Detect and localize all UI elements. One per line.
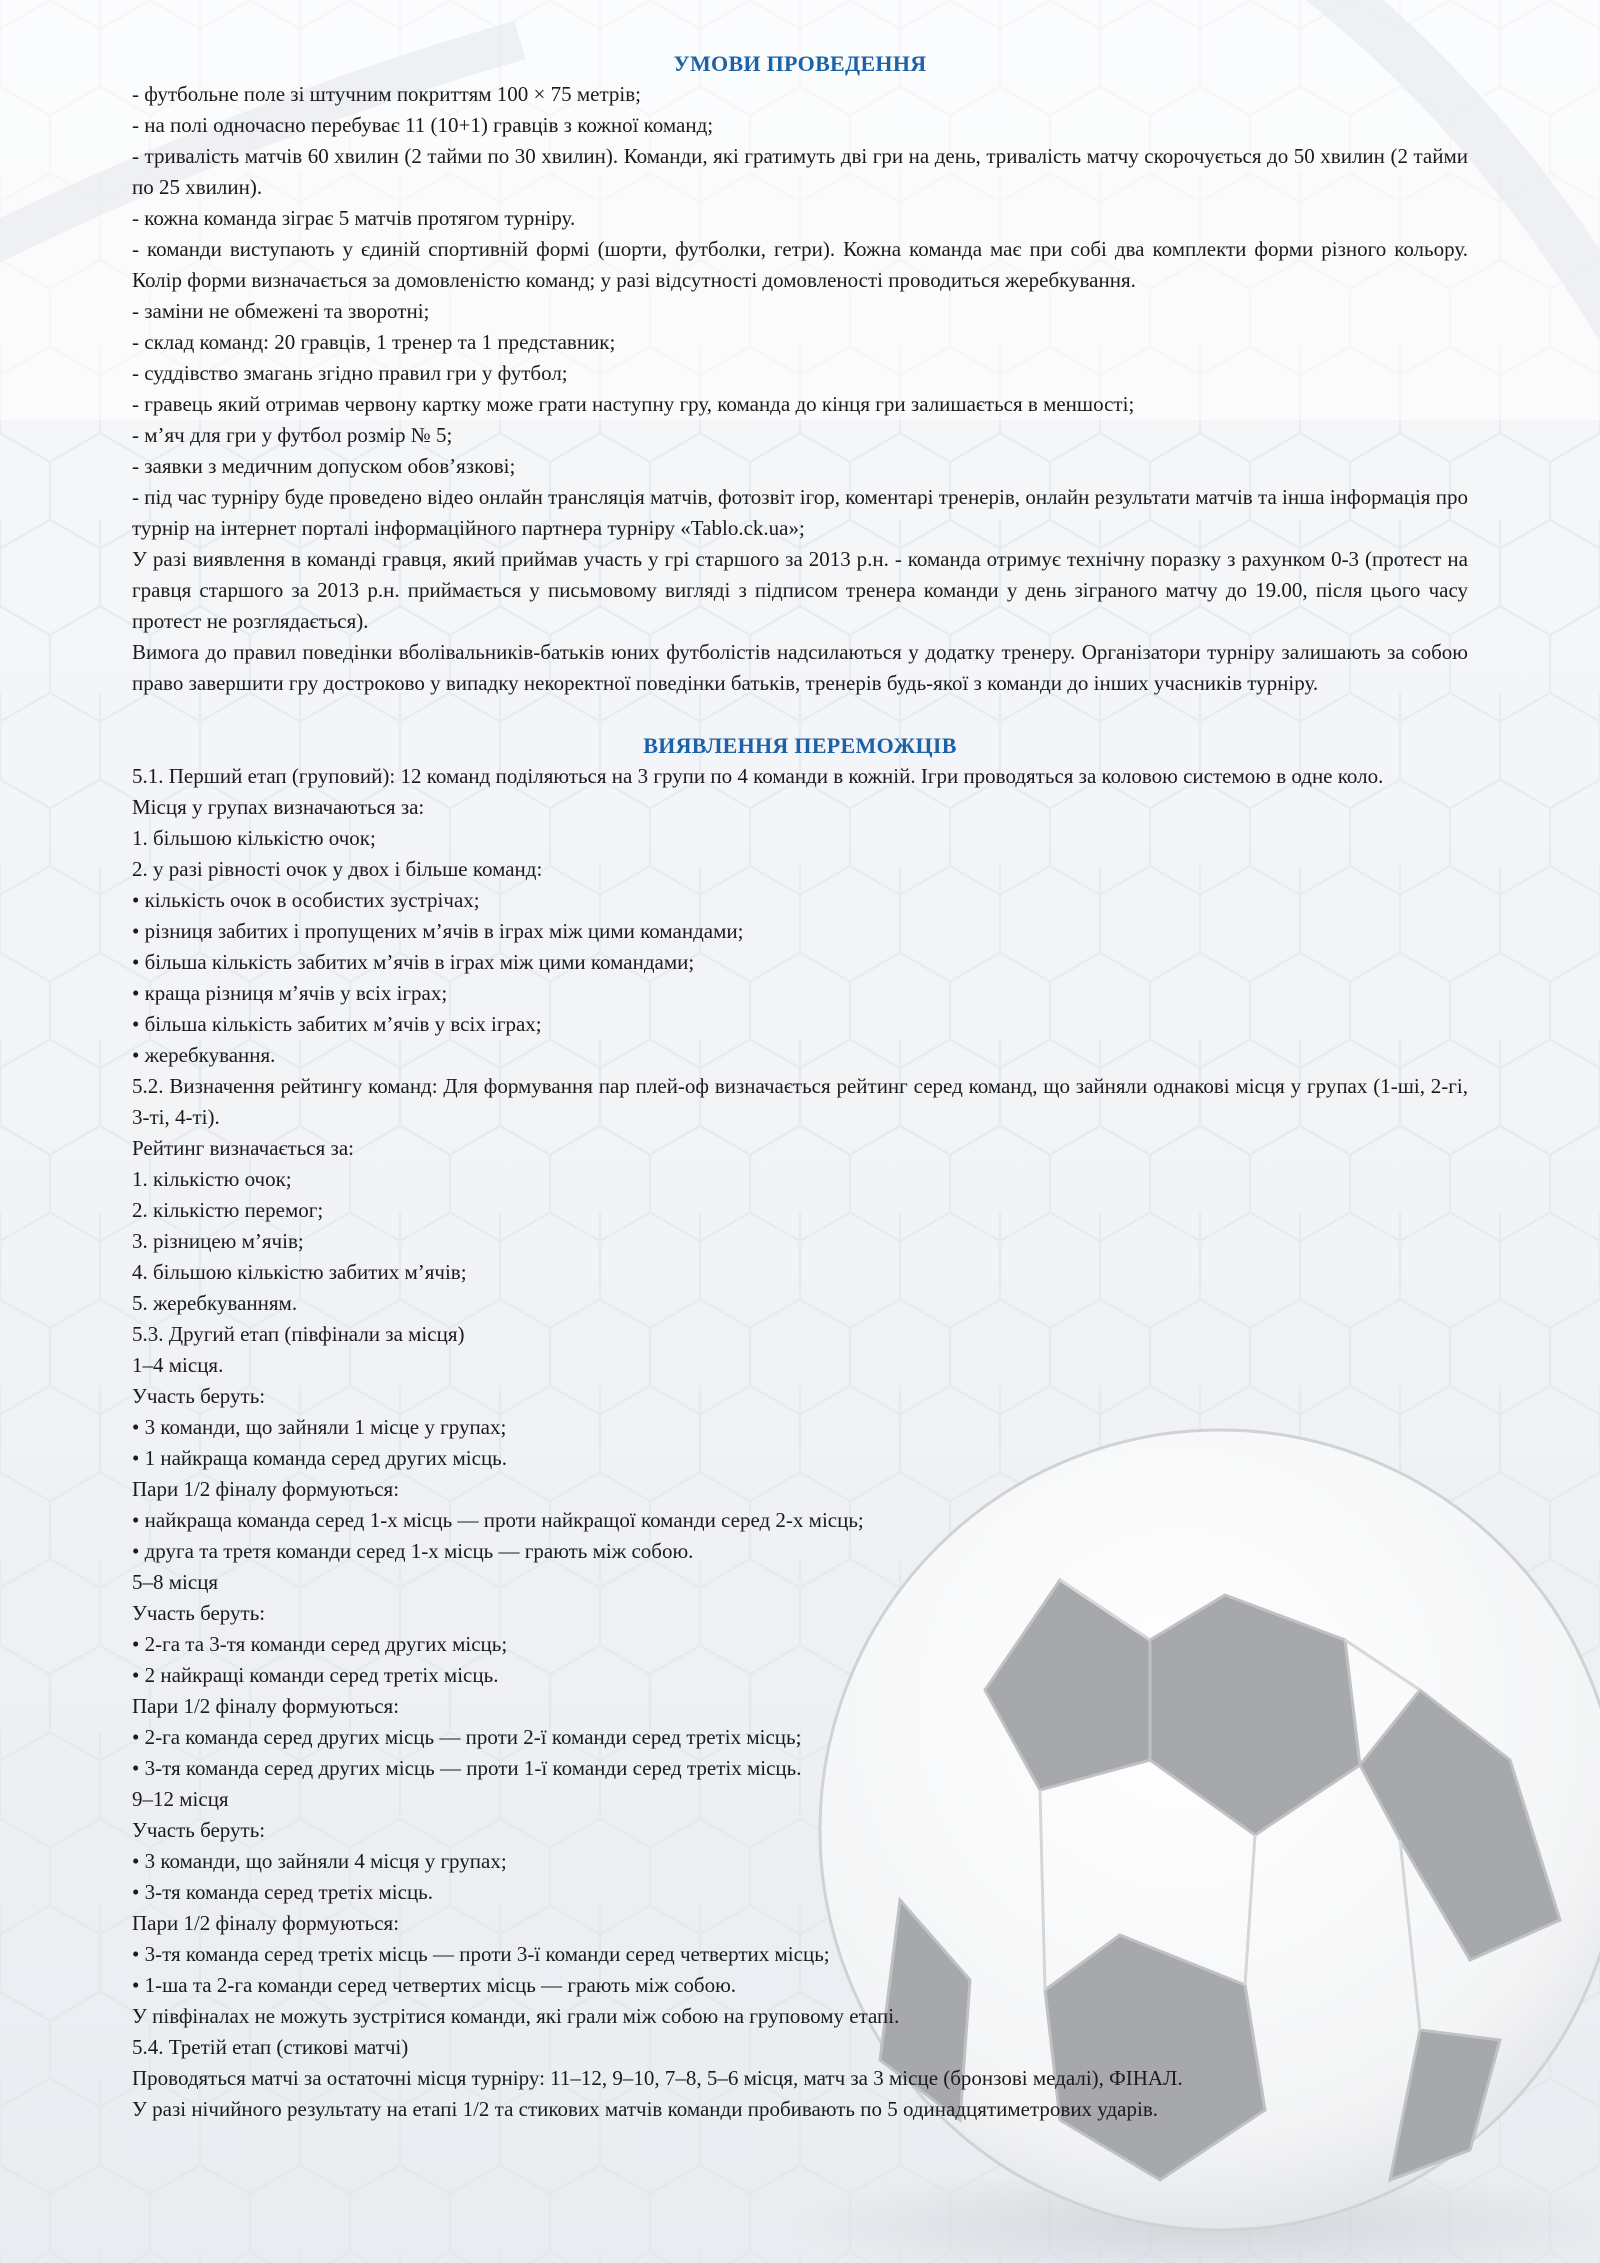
penalty-shootout-rule: У разі нічийного результату на етапі 1/2 та стикових матчів команди пробивають по 5 одинадцятиметрових ударів. xyxy=(132,2097,1158,2121)
participants-intro: Участь беруть: xyxy=(132,1384,266,1408)
participant-bullet: • 3 команди, що зайняли 1 місце у групах; xyxy=(132,1415,507,1439)
rule-substitutions: - заміни не обмежені та зворотні; xyxy=(132,299,430,323)
rule-team-roster: - склад команд: 20 гравців, 1 тренер та 1 представник; xyxy=(132,330,616,354)
rating-item: 1. кількістю очок; xyxy=(132,1167,292,1191)
pair-bullet: • 3-тя команда серед третіх місць — проти 3-ї команди серед четвертих місць; xyxy=(132,1942,830,1966)
stage-2-title: 5.3. Другий етап (півфінали за місця) xyxy=(132,1322,465,1346)
pair-bullet: • найкраща команда серед 1-х місць — проти найкращої команди серед 2-х місць; xyxy=(132,1508,864,1532)
rating-item: 3. різницею м’ячів; xyxy=(132,1229,304,1253)
pair-bullet: • друга та третя команди серед 1-х місць — грають між собою. xyxy=(132,1539,694,1563)
criterion-bullet: • більша кількість забитих м’ячів у всіх іграх; xyxy=(132,1012,542,1036)
participant-bullet: • 3-тя команда серед третіх місць. xyxy=(132,1880,434,1904)
pair-bullet: • 1-ша та 2-га команди серед четвертих місць — грають між собою. xyxy=(132,1973,737,1997)
rule-refereeing: - суддівство змагань згідно правил гри у футбол; xyxy=(132,361,568,385)
places-9-12-title: 9–12 місця xyxy=(132,1787,229,1811)
group-places-intro: Місця у групах визначаються за: xyxy=(132,795,425,819)
pairs-intro: Пари 1/2 фіналу формуються: xyxy=(132,1694,400,1718)
rule-players-on-field: - на полі одночасно перебуває 11 (10+1) гравців з кожної команд; xyxy=(132,113,714,137)
places-5-8-title: 5–8 місця xyxy=(132,1570,219,1594)
rating-item: 2. кількістю перемог; xyxy=(132,1198,324,1222)
participant-bullet: • 1 найкраща команда серед других місць. xyxy=(132,1446,508,1470)
conditions-heading: УМОВИ ПРОВЕДЕННЯ xyxy=(673,51,927,76)
pair-bullet: • 2-га команда серед других місць — проти 2-ї команди серед третіх місць; xyxy=(132,1725,802,1749)
rule-medical-applications: - заявки з медичним допуском обов’язкові; xyxy=(132,454,516,478)
criterion-bullet: • жеребкування. xyxy=(132,1043,276,1067)
participants-intro: Участь беруть: xyxy=(132,1818,266,1842)
rule-field: - футбольне поле зі штучним покриттям 100 × 75 метрів; xyxy=(132,82,641,106)
rating-intro: Рейтинг визначається за: xyxy=(132,1136,354,1160)
rating-item: 4. більшою кількістю забитих м’ячів; xyxy=(132,1260,467,1284)
criterion-bullet: • різниця забитих і пропущених м’ячів в іграх між цими командами; xyxy=(132,919,744,943)
pairs-intro: Пари 1/2 фіналу формуються: xyxy=(132,1911,400,1935)
pair-bullet: • 3-тя команда серед других місць — проти 1-ї команди серед третіх місць. xyxy=(132,1756,802,1780)
participants-intro: Участь беруть: xyxy=(132,1601,266,1625)
rating-item: 5. жеребкуванням. xyxy=(132,1291,298,1315)
rule-red-card: - гравець який отримав червону картку може грати наступну гру, команда до кінця гри залишається в меншості; xyxy=(132,392,1135,416)
rule-video-broadcast: - під час турніру буде проведено відео онлайн трансляція матчів, фотозвіт ігор, коментарі тренерів, онлайн результати матчів та інша інформація про турнір на інтернет порталі інформаційного партнера турніру «Tablo.ck.ua»; xyxy=(132,485,1468,540)
criterion-item: 1. більшою кількістю очок; xyxy=(132,826,376,850)
rule-age-violation: У разі виявлення в команді гравця, який приймав участь у грі старшого за 2013 р.н. - команда отримує технічну поразку з рахунком 0-3 (протест на гравця старшого за 2013 р.н. приймається у письмовому вигляді з підписом тренера команди у день зіграного матчу до 19.00, після цього часу протест не розглядається). xyxy=(132,547,1468,633)
rule-ball-size: - м’яч для гри у футбол розмір № 5; xyxy=(132,423,453,447)
rule-uniform: - команди виступають у єдиній спортивній формі (шорти, футболки, гетри). Кожна команда має при собі два комплекти форми різного кольору. Колір форми визначається за домовленістю команд; у разі відсутності домовленості проводиться жеребкування. xyxy=(132,237,1468,292)
criterion-bullet: • краща різниця м’ячів у всіх іграх; xyxy=(132,981,448,1005)
semifinal-group-rule: У півфіналах не можуть зустрітися команди, які грали між собою на груповому етапі. xyxy=(132,2004,900,2028)
participant-bullet: • 2 найкращі команди серед третіх місць. xyxy=(132,1663,499,1687)
stage-1-group: 5.1. Перший етап (груповий): 12 команд поділяються на 3 групи по 4 команди в кожній. Ігри проводяться за коловою системою в одне коло. xyxy=(132,764,1384,788)
stage-rating: 5.2. Визначення рейтингу команд: Для формування пар плей-оф визначається рейтинг серед команд, що зайняли однакові місця у групах (1-ші, 2-гі, 3-ті, 4-ті). xyxy=(132,1074,1468,1129)
criterion-item: 2. у разі рівності очок у двох і більше команд: xyxy=(132,857,543,881)
rule-fan-behavior: Вимога до правил поведінки вболівальників-батьків юних футболістів надсилаються у додатку тренеру. Організатори турніру залишають за собою право завершити гру достроково у випадку некоректної поведінки батьків, тренерів будь-якої з команди до інших учасників турніру. xyxy=(132,640,1468,695)
final-places-matches: Проводяться матчі за остаточні місця турніру: 11–12, 9–10, 7–8, 5–6 місця, матч за 3 місце (бронзові медалі), ФІНАЛ. xyxy=(132,2066,1183,2090)
pairs-intro: Пари 1/2 фіналу формуються: xyxy=(132,1477,400,1501)
places-1-4-title: 1–4 місця. xyxy=(132,1353,224,1377)
stage-3-title: 5.4. Третій етап (стикові матчі) xyxy=(132,2035,409,2059)
criterion-bullet: • більша кількість забитих м’ячів в іграх між цими командами; xyxy=(132,950,695,974)
rule-match-duration: - тривалість матчів 60 хвилин (2 тайми по 30 хвилин). Команди, які гратимуть дві гри на день, тривалість матчу скорочується до 50 хвилин (2 тайми по 25 хвилин). xyxy=(132,144,1468,199)
rule-matches-count: - кожна команда зіграє 5 матчів протягом турніру. xyxy=(132,206,576,230)
winners-heading: ВИЯВЛЕННЯ ПЕРЕМОЖЦІВ xyxy=(643,733,957,758)
participant-bullet: • 3 команди, що зайняли 4 місця у групах; xyxy=(132,1849,507,1873)
participant-bullet: • 2-га та 3-тя команди серед других місць; xyxy=(132,1632,508,1656)
document-content xyxy=(132,48,1468,2125)
criterion-bullet: • кількість очок в особистих зустрічах; xyxy=(132,888,480,912)
